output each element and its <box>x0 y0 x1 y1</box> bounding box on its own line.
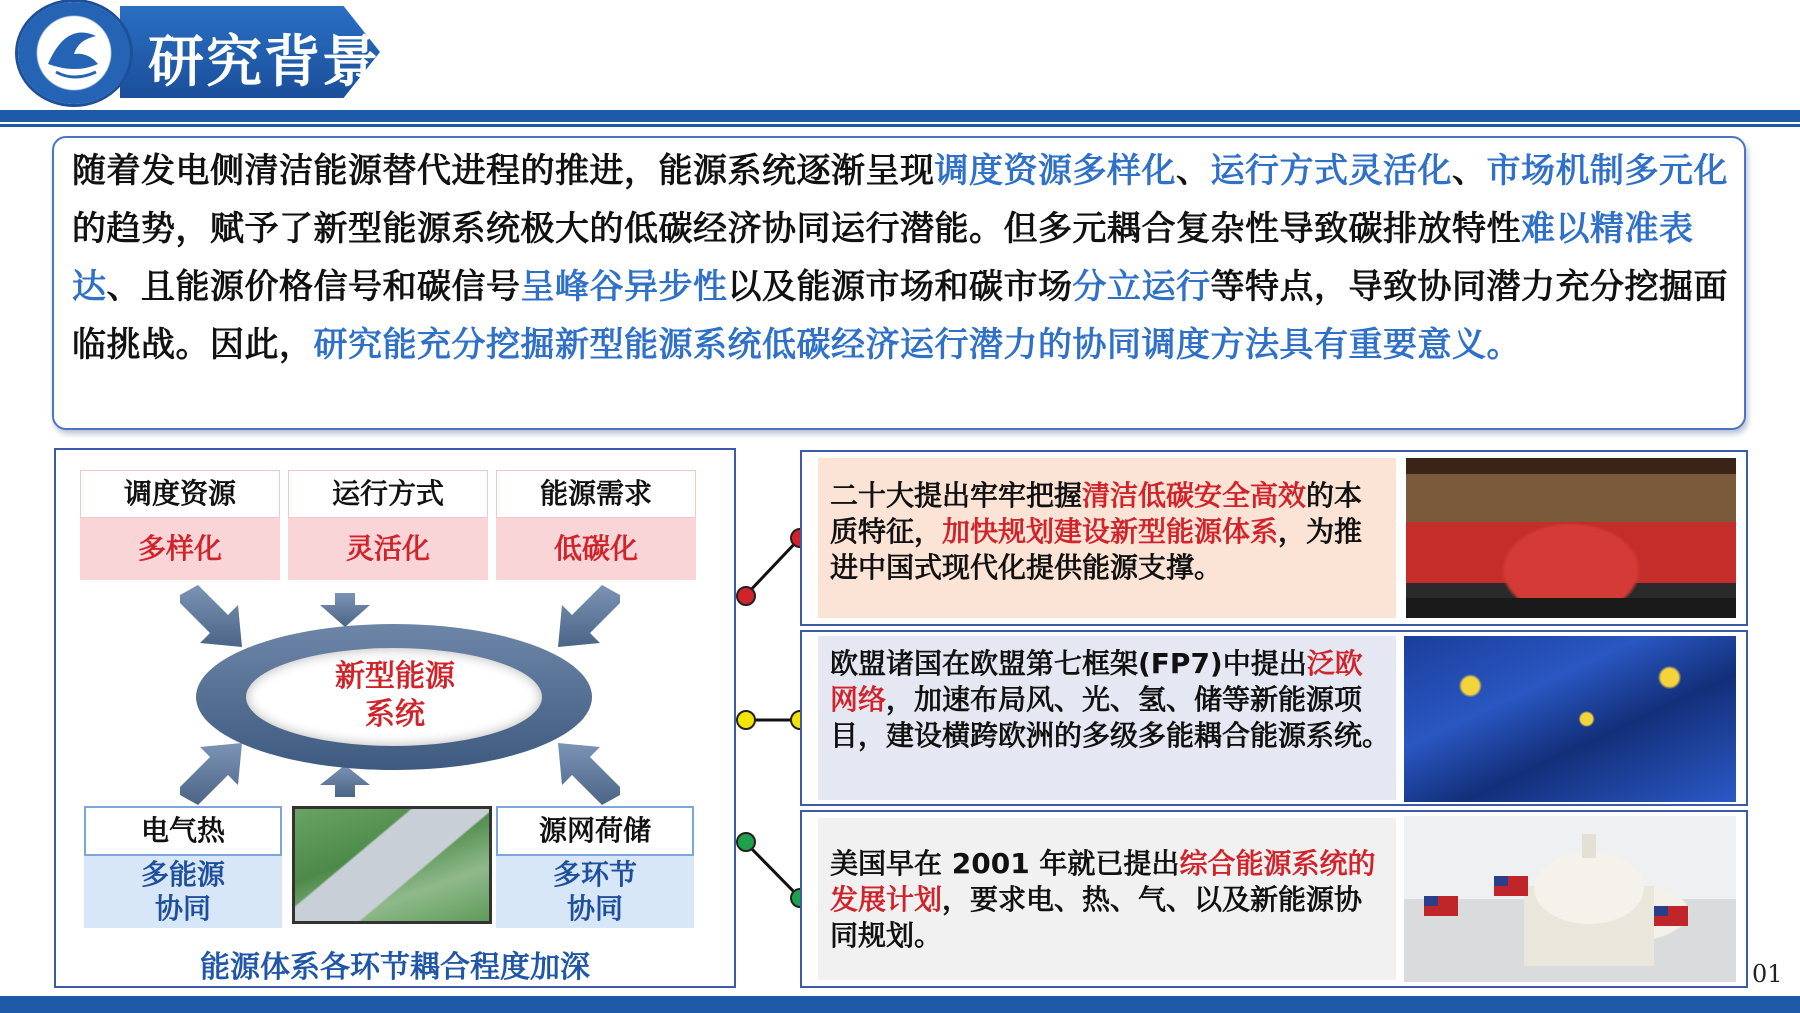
connector-dot-yellow <box>736 710 756 730</box>
card-value-line1: 多能源 <box>140 858 225 891</box>
intro-text-segment: 、 <box>1176 151 1211 191</box>
intro-highlight: 研究能充分挖掘新型能源系统低碳经济运行潜力的协同调度方法具有重要意义。 <box>313 325 1521 365</box>
card-value: 低碳化 <box>496 518 696 580</box>
card-value-line1: 多环节 <box>552 858 637 891</box>
intro-text-segment: 等特点，导致协同潜力充分挖掘面临挑战。因此， <box>72 267 1728 365</box>
intro-highlight: 市场机制多元化 <box>1486 151 1728 191</box>
text-plain: 的本质特征， <box>830 479 1363 548</box>
diagram-card-operation <box>288 470 488 580</box>
text-plain: 欧盟诸国在欧盟第七框架(FP7)中提出 <box>830 647 1307 680</box>
intro-text-segment: 、且能源价格信号和碳信号 <box>106 267 521 307</box>
text-plain: ，为推进中国式现代化提供能源支撑。 <box>830 515 1363 584</box>
card-head: 源网荷储 <box>496 806 694 856</box>
diagram-card-demand <box>496 470 696 580</box>
page-title: 研究背景 <box>148 30 380 95</box>
text-highlight: 加快规划建设新型能源体系 <box>942 515 1279 548</box>
intro-paragraph <box>72 142 1732 374</box>
header-rule <box>0 110 1800 122</box>
card-head: 运行方式 <box>288 470 488 518</box>
card-value-line2: 协同 <box>154 892 211 925</box>
connector-dot-red <box>736 586 756 606</box>
text-plain: 美国早在 2001 年就已提出 <box>830 847 1180 880</box>
text-plain: ，加速布局风、光、氢、储等新能源项目，建设横跨欧洲的多级多能耦合能源系统。 <box>830 683 1391 752</box>
text-highlight: 泛欧网络 <box>830 647 1363 716</box>
intro-highlight: 呈峰谷异步性 <box>520 267 728 307</box>
center-label <box>290 658 500 734</box>
card-head: 电气热 <box>84 806 282 856</box>
card-head: 能源需求 <box>496 470 696 518</box>
center-label-line1: 新型能源 <box>335 659 455 694</box>
intro-highlight: 分立运行 <box>1072 267 1211 307</box>
eu-policy-text <box>830 646 1390 754</box>
intro-text-segment: 的趋势，赋予了新型能源系统极大的低碳经济协同运行潜能。但多元耦合复杂性导致碳排放特性 <box>72 209 1521 249</box>
connector-dot-green <box>736 832 756 852</box>
usa-policy-text <box>830 846 1390 954</box>
energy-campus-photo <box>292 806 492 924</box>
diagram-card-dispatch <box>80 470 280 580</box>
center-label-line2: 系统 <box>365 697 425 732</box>
diagram-caption: 能源体系各环节耦合程度加深 <box>200 950 590 985</box>
text-plain: ，要求电、热、气、以及新能源协同规划。 <box>830 883 1363 952</box>
card-value <box>496 856 694 928</box>
eu-flags-photo <box>1404 636 1736 802</box>
china-policy-text <box>830 478 1390 586</box>
card-value: 多样化 <box>80 518 280 580</box>
card-head: 调度资源 <box>80 470 280 518</box>
intro-text-segment: 、 <box>1452 151 1487 191</box>
card-value <box>84 856 282 928</box>
intro-text-segment: 随着发电侧清洁能源替代进程的推进，能源系统逐渐呈现 <box>72 151 935 191</box>
header-rule-thin <box>0 124 1800 127</box>
congress-hall-photo <box>1406 458 1736 618</box>
intro-highlight: 运行方式灵活化 <box>1210 151 1452 191</box>
diagram-card-multi-link <box>496 806 694 928</box>
intro-highlight: 难以精准表达 <box>72 209 1694 307</box>
page-number: 01 <box>1752 960 1783 988</box>
intro-text-segment: 以及能源市场和碳市场 <box>727 267 1073 307</box>
diagram-card-multi-energy <box>84 806 282 928</box>
card-value-line2: 协同 <box>566 892 623 925</box>
capitol-photo <box>1404 816 1736 982</box>
university-logo-icon <box>18 2 130 104</box>
text-highlight: 清洁低碳安全高效 <box>1082 479 1307 512</box>
text-plain: 二十大提出牢牢把握 <box>830 479 1083 512</box>
card-value: 灵活化 <box>288 518 488 580</box>
intro-highlight: 调度资源多样化 <box>934 151 1176 191</box>
footer-bar <box>0 996 1800 1013</box>
text-highlight: 综合能源系统的发展计划 <box>830 847 1376 916</box>
